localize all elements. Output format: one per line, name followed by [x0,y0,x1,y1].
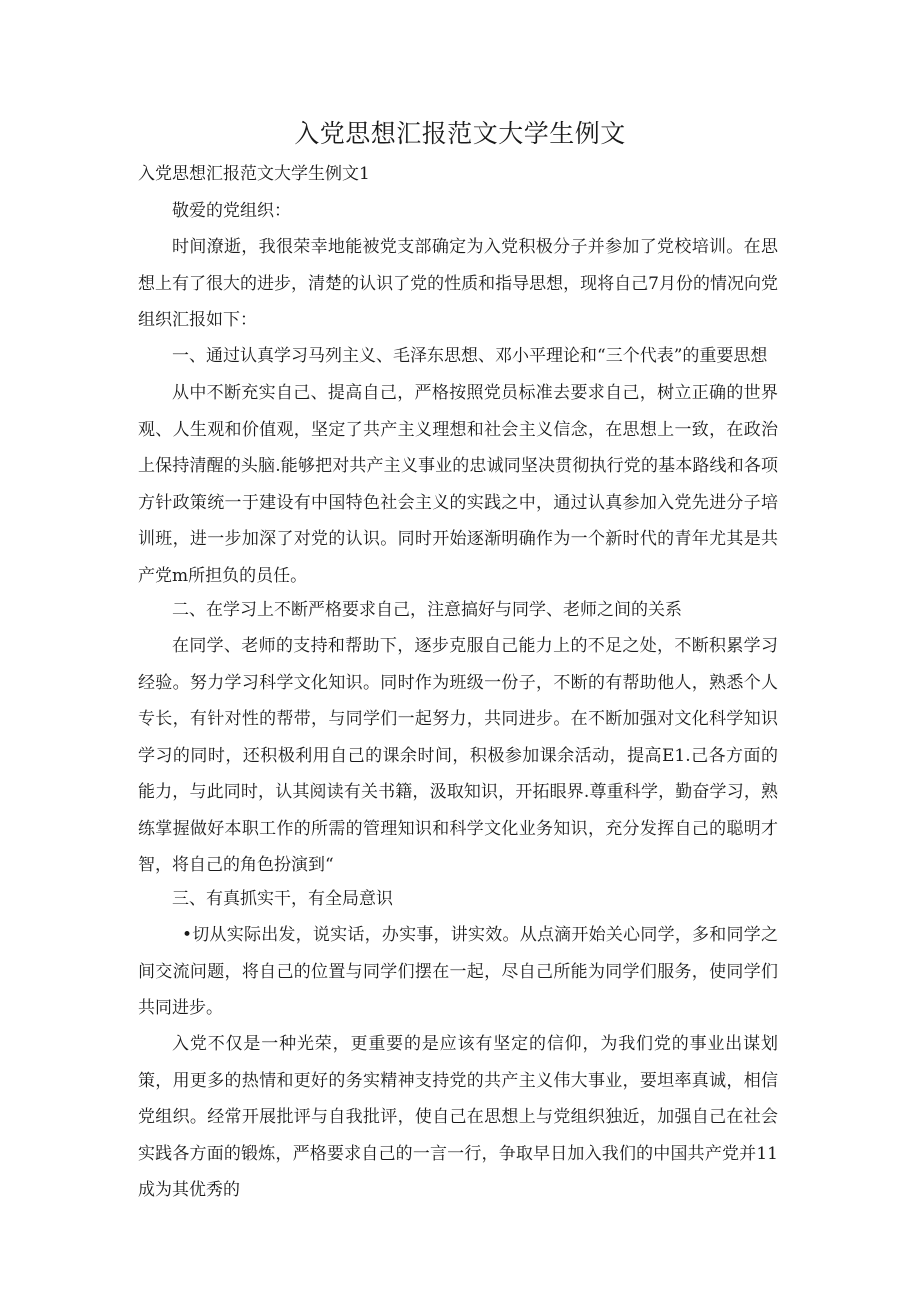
section-heading-3: 三、有真抓实干，有全局意识 [172,889,393,909]
paragraph-2: 在同学、老师的支持和帮助下，逐步克服自己能力上的不足之处，不断积累学习经验。努力学习科学文化知识。同时作为班级一份子，不断的有帮助他人，熟悉个人专长，有针对性的帮带，与同学们一起努力，共同进步。在不断加强对文化科学知识学习的同时，还积极利用自己的课余时间，积极参加课余活动，提高E1.己各方面的能力，与此同时，认其阅读有关书籍，汲取知识，开拓眼界.尊重科学，勤奋学习，熟练掌握做好本职工作的所需的管理知识和科学文化业务知识，充分发挥自己的聪明才智，将自己的角色扮演到“ [138,636,778,875]
salutation: 敬爱的党组织： [172,201,291,221]
document-title: 入党思想汇报范文大学生例文 [294,119,626,148]
paragraph-4: 入党不仅是一种光荣，更重要的是应该有坚定的信仰，为我们党的事业出谋划策，用更多的热情和更好的务实精神支持党的共产主义伟大事业，要坦率真诚，相信党组织。经常开展批评与自我批评，使自己在思想上与党组织独近，加强自己在社会实践各方面的锻炼，严格要求自己的一言一行，争取早日加入我们的中国共产党并11成为其优秀的 [138,1034,778,1200]
paragraph-intro: 时间潦逝，我很荣幸地能被党支部确定为入党积极分子并参加了党校培训。在思想上有了很大的进步，清楚的认识了党的性质和指导思想，现将自己7月份的情况向党组织汇报如下： [138,237,778,330]
section-heading-1: 一、通过认真学习马列主义、毛泽东思想、邓小平理论和“三个代表”的重要思想 [172,346,768,366]
section-heading-2: 二、在学习上不断严格要求自己，注意搞好与同学、老师之间的关系 [172,600,682,620]
document-subtitle: 入党思想汇报范文大学生例文1 [138,164,370,184]
paragraph-3: •切从实际出发，说实话，办实事，讲实效。从点滴开始关心同学，多和同学之间交流问题，将自己的位置与同学们摆在一起，尽自己所能为同学们服务，使同学们共同进步。 [138,925,778,1018]
paragraph-1: 从中不断充实自己、提高自己，严格按照党员标准去要求自己，树立正确的世界观、人生观和价值观，坚定了共产主义理想和社会主义信念，在思想上一致，在政治上保持清醒的头脑.能够把对共产主义事业的忠诚同坚决贯彻执行党的基本路线和各项方针政策统一于建设有中国特色社会主义的实践之中，通过认真参加入党先进分子培训班，进一步加深了对党的认识。同时开始逐渐明确作为一个新时代的青年尤其是共产党m所担负的员任。 [138,383,778,586]
